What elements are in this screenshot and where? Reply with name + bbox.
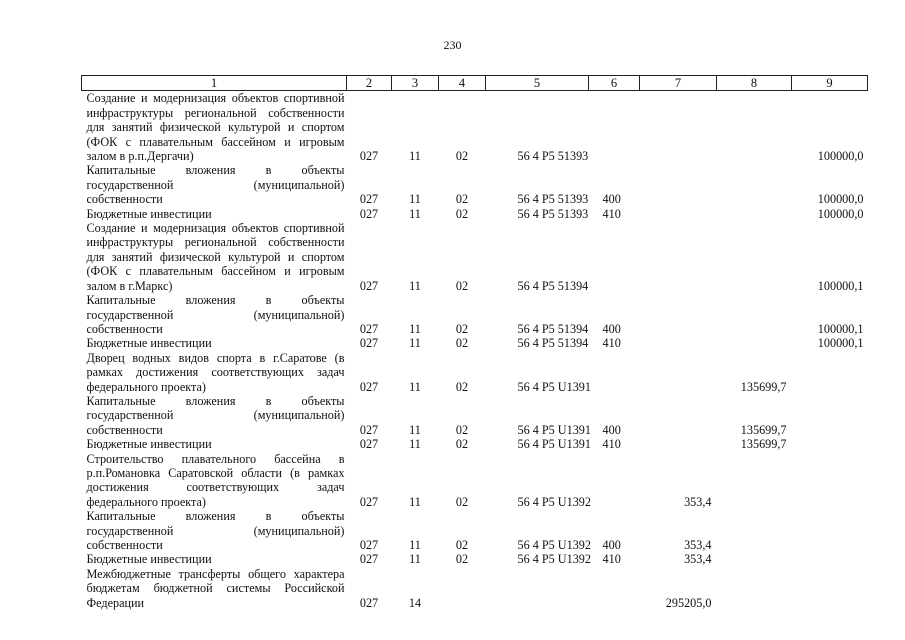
table-row [82, 293, 868, 336]
amount-col9-cell [792, 351, 868, 394]
amount-col9-cell: 100000,0 [817, 206, 864, 221]
ministry-code-cell: 027 [359, 149, 379, 164]
amount-col9-cell: 100000,0 [817, 192, 864, 207]
amount-col7-cell [640, 293, 717, 336]
row-name-cell: Капитальные вложения в объекты государственной (муниципальной) собственности [86, 293, 345, 336]
amount-col7-cell: 353,4 [684, 494, 712, 509]
row-name-cell: Бюджетные инвестиции [86, 336, 212, 351]
amount-col7-cell: 353,4 [684, 552, 712, 567]
expense-type-cell [589, 91, 640, 164]
table-row [82, 207, 868, 221]
amount-col9-cell [792, 552, 868, 566]
amount-col8-cell [717, 221, 792, 293]
column-header: 5 [486, 76, 589, 91]
expense-type-cell: 400 [602, 538, 621, 552]
subsection-code-cell [439, 567, 486, 610]
ministry-code-cell: 027 [359, 192, 379, 207]
amount-col9-cell: 100000,1 [817, 321, 864, 336]
amount-col9-cell [792, 452, 868, 510]
target-article-cell: 56 4 P5 U1392 [517, 538, 591, 552]
amount-col9-cell [792, 567, 868, 610]
expense-type-cell: 410 [602, 552, 621, 567]
target-article-cell: 56 4 P5 51393 [517, 149, 589, 164]
amount-col7-cell: 295205,0 [665, 595, 712, 610]
target-article-cell: 56 4 P5 51393 [517, 192, 589, 207]
subsection-code-cell: 02 [455, 321, 469, 336]
target-article-cell: 56 4 P5 U1392 [517, 494, 591, 509]
row-name-cell: Капитальные вложения в объекты государственной (муниципальной) собственности [86, 393, 345, 437]
amount-col7-cell [640, 394, 717, 437]
row-name-cell: Строительство плавательного бассейна в р.п.Романовка Саратовской области (в рамках достижения соответствующих задач федерального проекта) [86, 451, 345, 509]
target-article-cell: 56 4 P5 51394 [517, 321, 589, 336]
column-header: 6 [589, 76, 640, 91]
subsection-code-cell: 02 [455, 422, 469, 437]
ministry-code-cell: 027 [359, 278, 379, 293]
amount-col9-cell: 100000,1 [817, 278, 864, 293]
row-name-cell: Бюджетные инвестиции [86, 437, 212, 452]
table-row [82, 437, 868, 451]
expense-type-cell: 400 [602, 422, 621, 437]
amount-col8-cell [717, 293, 792, 336]
section-code-cell: 11 [409, 149, 421, 164]
amount-col9-cell [792, 509, 868, 552]
table-row [82, 351, 868, 394]
column-header: 7 [640, 76, 717, 91]
expense-type-cell [589, 567, 640, 610]
table-row [82, 91, 868, 164]
row-name-cell: Бюджетные инвестиции [86, 552, 212, 567]
subsection-code-cell: 02 [455, 149, 469, 164]
table-header-row [82, 76, 868, 91]
amount-col8-cell [717, 509, 792, 552]
expense-type-cell: 400 [602, 192, 621, 207]
row-name-cell: Межбюджетные трансферты общего характера бюджетам бюджетной системы Российской Федерации [86, 566, 345, 610]
table-row [82, 567, 868, 610]
target-article-cell: 56 4 P5 U1391 [517, 437, 591, 452]
amount-col8-cell [717, 452, 792, 510]
section-code-cell: 11 [409, 437, 421, 452]
section-code-cell: 11 [409, 552, 421, 567]
amount-col8-cell: 135699,7 [740, 422, 787, 437]
section-code-cell: 11 [409, 336, 421, 351]
subsection-code-cell: 02 [455, 552, 469, 567]
ministry-code-cell: 027 [359, 422, 379, 437]
amount-col8-cell [717, 336, 792, 350]
column-header: 9 [792, 76, 868, 91]
amount-col7-cell: 353,4 [684, 538, 712, 552]
column-header: 8 [717, 76, 792, 91]
subsection-code-cell: 02 [455, 278, 469, 293]
ministry-code-cell: 027 [359, 552, 379, 567]
amount-col8-cell [717, 163, 792, 206]
ministry-code-cell: 027 [359, 206, 379, 221]
amount-col9-cell [792, 394, 868, 437]
subsection-code-cell: 02 [455, 206, 469, 221]
target-article-cell: 56 4 P5 U1391 [517, 422, 591, 437]
subsection-code-cell: 02 [455, 538, 469, 552]
target-article-cell [486, 567, 589, 610]
amount-col7-cell [640, 207, 717, 221]
row-name-cell: Дворец водных видов спорта в г.Саратове (в рамках достижения соответствующих задач федерального проекта) [86, 350, 345, 394]
ministry-code-cell: 027 [359, 595, 379, 610]
ministry-code-cell: 027 [359, 437, 379, 452]
column-header: 4 [439, 76, 486, 91]
section-code-cell: 11 [409, 538, 421, 552]
column-header: 3 [392, 76, 439, 91]
row-name-cell: Капитальные вложения в объекты государственной (муниципальной) собственности [86, 509, 345, 552]
subsection-code-cell: 02 [455, 494, 469, 509]
budget-table [81, 75, 868, 610]
subsection-code-cell: 02 [455, 336, 469, 351]
section-code-cell: 14 [408, 595, 422, 610]
table-row [82, 394, 868, 437]
amount-col7-cell [640, 91, 717, 164]
section-code-cell: 11 [409, 206, 421, 221]
target-article-cell: 56 4 P5 51394 [517, 278, 589, 293]
amount-col8-cell [717, 567, 792, 610]
amount-col7-cell [640, 437, 717, 451]
amount-col7-cell [640, 221, 717, 293]
expense-type-cell [589, 221, 640, 293]
table-row [82, 163, 868, 206]
expense-type-cell: 410 [602, 206, 621, 221]
amount-col8-cell [717, 552, 792, 566]
row-name-cell: Капитальные вложения в объекты государственной (муниципальной) собственности [86, 163, 345, 207]
amount-col8-cell: 135699,7 [740, 379, 787, 394]
target-article-cell: 56 4 P5 U1392 [517, 552, 591, 567]
column-header: 1 [82, 76, 347, 91]
target-article-cell: 56 4 P5 U1391 [517, 379, 591, 394]
section-code-cell: 11 [409, 379, 421, 394]
row-name-cell: Бюджетные инвестиции [86, 206, 212, 221]
row-name-cell: Создание и модернизация объектов спортивной инфраструктуры региональной собственности для занятий физической культурой и спортом (ФОК с плавательным бассейном и игровым залом в р.п.Дергачи) [86, 91, 345, 164]
expense-type-cell: 410 [602, 336, 621, 351]
amount-col9-cell: 100000,0 [817, 149, 864, 164]
amount-col8-cell: 135699,7 [740, 437, 787, 452]
amount-col7-cell [640, 163, 717, 206]
amount-col9-cell [792, 437, 868, 451]
ministry-code-cell: 027 [359, 494, 379, 509]
page-number: 230 [443, 38, 462, 52]
table-row [82, 552, 868, 566]
row-name-cell: Создание и модернизация объектов спортивной инфраструктуры региональной собственности для занятий физической культурой и спортом (ФОК с плавательным бассейном и игровым залом в г.Маркс) [86, 221, 345, 293]
amount-col7-cell [640, 351, 717, 394]
section-code-cell: 11 [409, 422, 421, 437]
ministry-code-cell: 027 [359, 321, 379, 336]
ministry-code-cell: 027 [359, 538, 379, 552]
subsection-code-cell: 02 [455, 192, 469, 207]
column-header: 2 [347, 76, 392, 91]
expense-type-cell: 410 [602, 437, 621, 452]
table-row [82, 452, 868, 510]
ministry-code-cell: 027 [359, 336, 379, 351]
expense-type-cell: 400 [602, 321, 621, 336]
amount-col9-cell: 100000,1 [817, 336, 864, 351]
subsection-code-cell: 02 [455, 379, 469, 394]
section-code-cell: 11 [409, 192, 421, 207]
table-row [82, 336, 868, 350]
section-code-cell: 11 [409, 321, 421, 336]
expense-type-cell [589, 351, 640, 394]
subsection-code-cell: 02 [455, 437, 469, 452]
table-row [82, 221, 868, 293]
ministry-code-cell: 027 [359, 379, 379, 394]
table-row [82, 509, 868, 552]
expense-type-cell [589, 452, 640, 510]
target-article-cell: 56 4 P5 51393 [517, 206, 589, 221]
amount-col7-cell [640, 336, 717, 350]
amount-col8-cell [717, 207, 792, 221]
target-article-cell: 56 4 P5 51394 [517, 336, 589, 351]
section-code-cell: 11 [409, 494, 421, 509]
amount-col8-cell [717, 91, 792, 164]
section-code-cell: 11 [409, 278, 421, 293]
